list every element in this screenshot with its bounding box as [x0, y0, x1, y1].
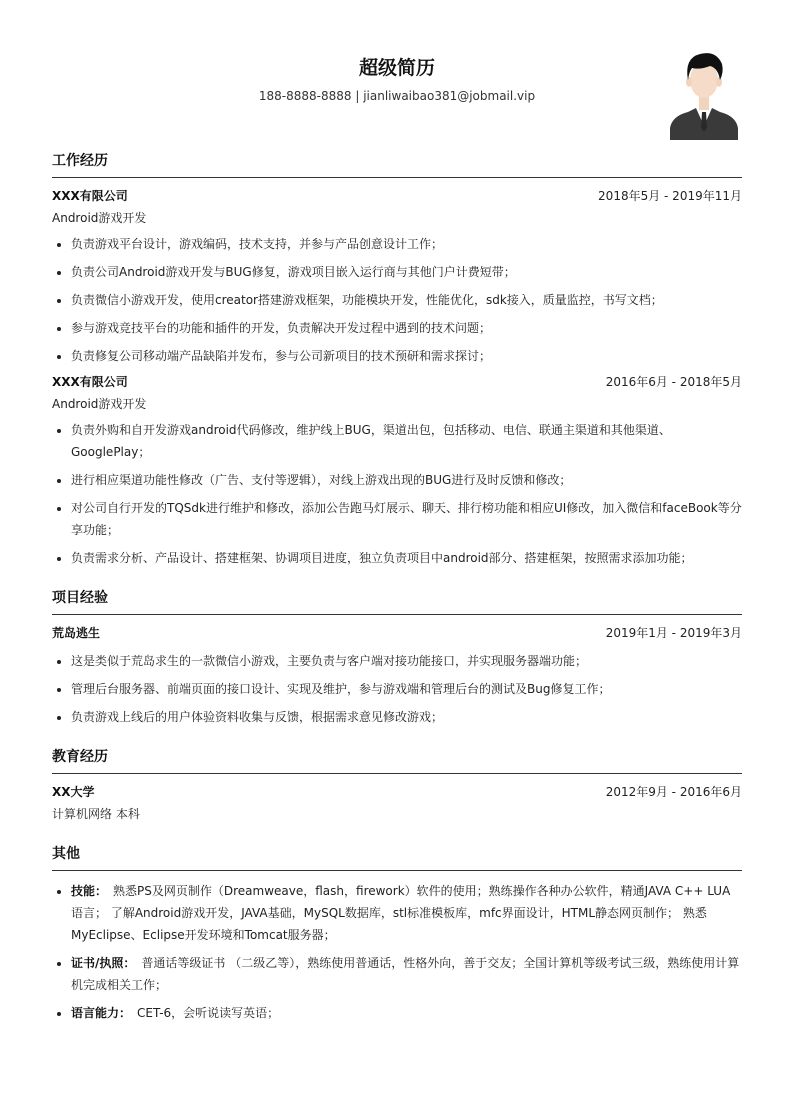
section-title-work: 工作经历: [52, 150, 742, 178]
list-item: [71, 880, 742, 946]
project-name: 荒岛逃生: [52, 626, 101, 640]
item-text: 普通话等级证书 （二级乙等），熟练使用普通话，性格外向，善于交友；全国计算机等级考试三级，熟练使用计算机完成相关工作；: [71, 956, 740, 992]
avatar: [670, 50, 738, 140]
work-experience-section: [52, 150, 742, 569]
item-label: 证书/执照：: [71, 956, 136, 970]
section-title-other: 其他: [52, 843, 742, 871]
item-text: CET-6，会听说读写英语；: [137, 1006, 280, 1020]
list-item: • 负责外购和自开发游戏android代码修改，维护线上BUG，渠道出包，包括移动、电信、联通主渠道和其他渠道、GooglePlay；: [71, 419, 742, 463]
list-item: [71, 952, 742, 996]
contact-info: 188-8888-8888 | jianliwaibao381@jobmail.vip: [258, 89, 536, 103]
duty-list: [52, 233, 742, 367]
list-item: • 负责游戏平台设计，游戏编码，技术支持，并参与产品创意设计工作；: [71, 233, 742, 255]
item-label: 技能：: [71, 884, 108, 898]
duty-list: [52, 419, 742, 569]
section-title-education: 教育经历: [52, 746, 742, 774]
job-role: Android游戏开发: [52, 397, 147, 411]
company-name: XXX有限公司: [52, 189, 128, 203]
other-section: [52, 843, 742, 1024]
major-degree: 计算机网络 本科: [52, 807, 140, 821]
list-item: • 管理后台服务器、前端页面的接口设计、实现及维护，参与游戏端和管理后台的测试及Bug修复工作；: [71, 678, 742, 700]
job-role: Android游戏开发: [52, 211, 147, 225]
resume-page: [52, 0, 742, 1042]
section-title-project: 项目经验: [52, 587, 742, 615]
list-item: • 负责公司Android游戏开发与BUG修复，游戏项目嵌入运行商与其他门户计费短带；: [71, 261, 742, 283]
list-item: [71, 1002, 742, 1024]
list-item: • 对公司自行开发的TQSdk进行维护和修改，添加公告跑马灯展示、聊天、排行榜功能和相应UI修改，加入微信和faceBook等分享功能；: [71, 497, 742, 541]
list-item: • 负责修复公司移动端产品缺陷并发布，参与公司新项目的技术预研和需求探讨；: [71, 345, 742, 367]
other-list: [52, 880, 742, 1024]
project-experience-section: [52, 587, 742, 728]
date-range: 2018年5月 - 2019年11月: [598, 189, 742, 203]
school-name: XX大学: [52, 785, 95, 799]
list-item: • 负责游戏上线后的用户体验资料收集与反馈，根据需求意见修改游戏；: [71, 706, 742, 728]
candidate-name: 超级简历: [358, 57, 435, 79]
education-section: [52, 746, 742, 825]
list-item: • 负责微信小游戏开发，使用creator搭建游戏框架，功能模块开发，性能优化，sdk接入，质量监控，书写文档；: [71, 289, 742, 311]
duty-list: [52, 650, 742, 728]
item-text: 熟悉PS及网页制作（Dreamweave，flash，firework）软件的使用；熟练操作各种办公软件，精通JAVA C++ LUA 语言； 了解Android游戏开发，JAVA基础，MySQL数据库，stl标准模板库，mfc界面设计，HTML静态网页制作； 熟悉MyEclipse、Eclipse开发环境和Tomcat服务器；: [71, 884, 731, 942]
item-label: 语言能力：: [71, 1006, 132, 1020]
company-name: XXX有限公司: [52, 375, 128, 389]
work-entry: [52, 187, 742, 367]
date-range: 2019年1月 - 2019年3月: [605, 626, 742, 640]
list-item: • 进行相应渠道功能性修改（广告、支付等逻辑），对线上游戏出现的BUG进行及时反馈和修改；: [71, 469, 742, 491]
project-entry: [52, 624, 742, 728]
list-item: • 负责需求分析、产品设计、搭建框架、协调项目进度，独立负责项目中android部分、搭建框架，按照需求添加功能；: [71, 547, 742, 569]
resume-header: [52, 0, 742, 150]
list-item: • 参与游戏竞技平台的功能和插件的开发，负责解决开发过程中遇到的技术问题；: [71, 317, 742, 339]
date-range: 2016年6月 - 2018年5月: [605, 375, 742, 389]
work-entry: [52, 373, 742, 569]
date-range: 2012年9月 - 2016年6月: [605, 785, 742, 799]
list-item: • 这是类似于荒岛求生的一款微信小游戏，主要负责与客户端对接功能接口，并实现服务器端功能；: [71, 650, 742, 672]
